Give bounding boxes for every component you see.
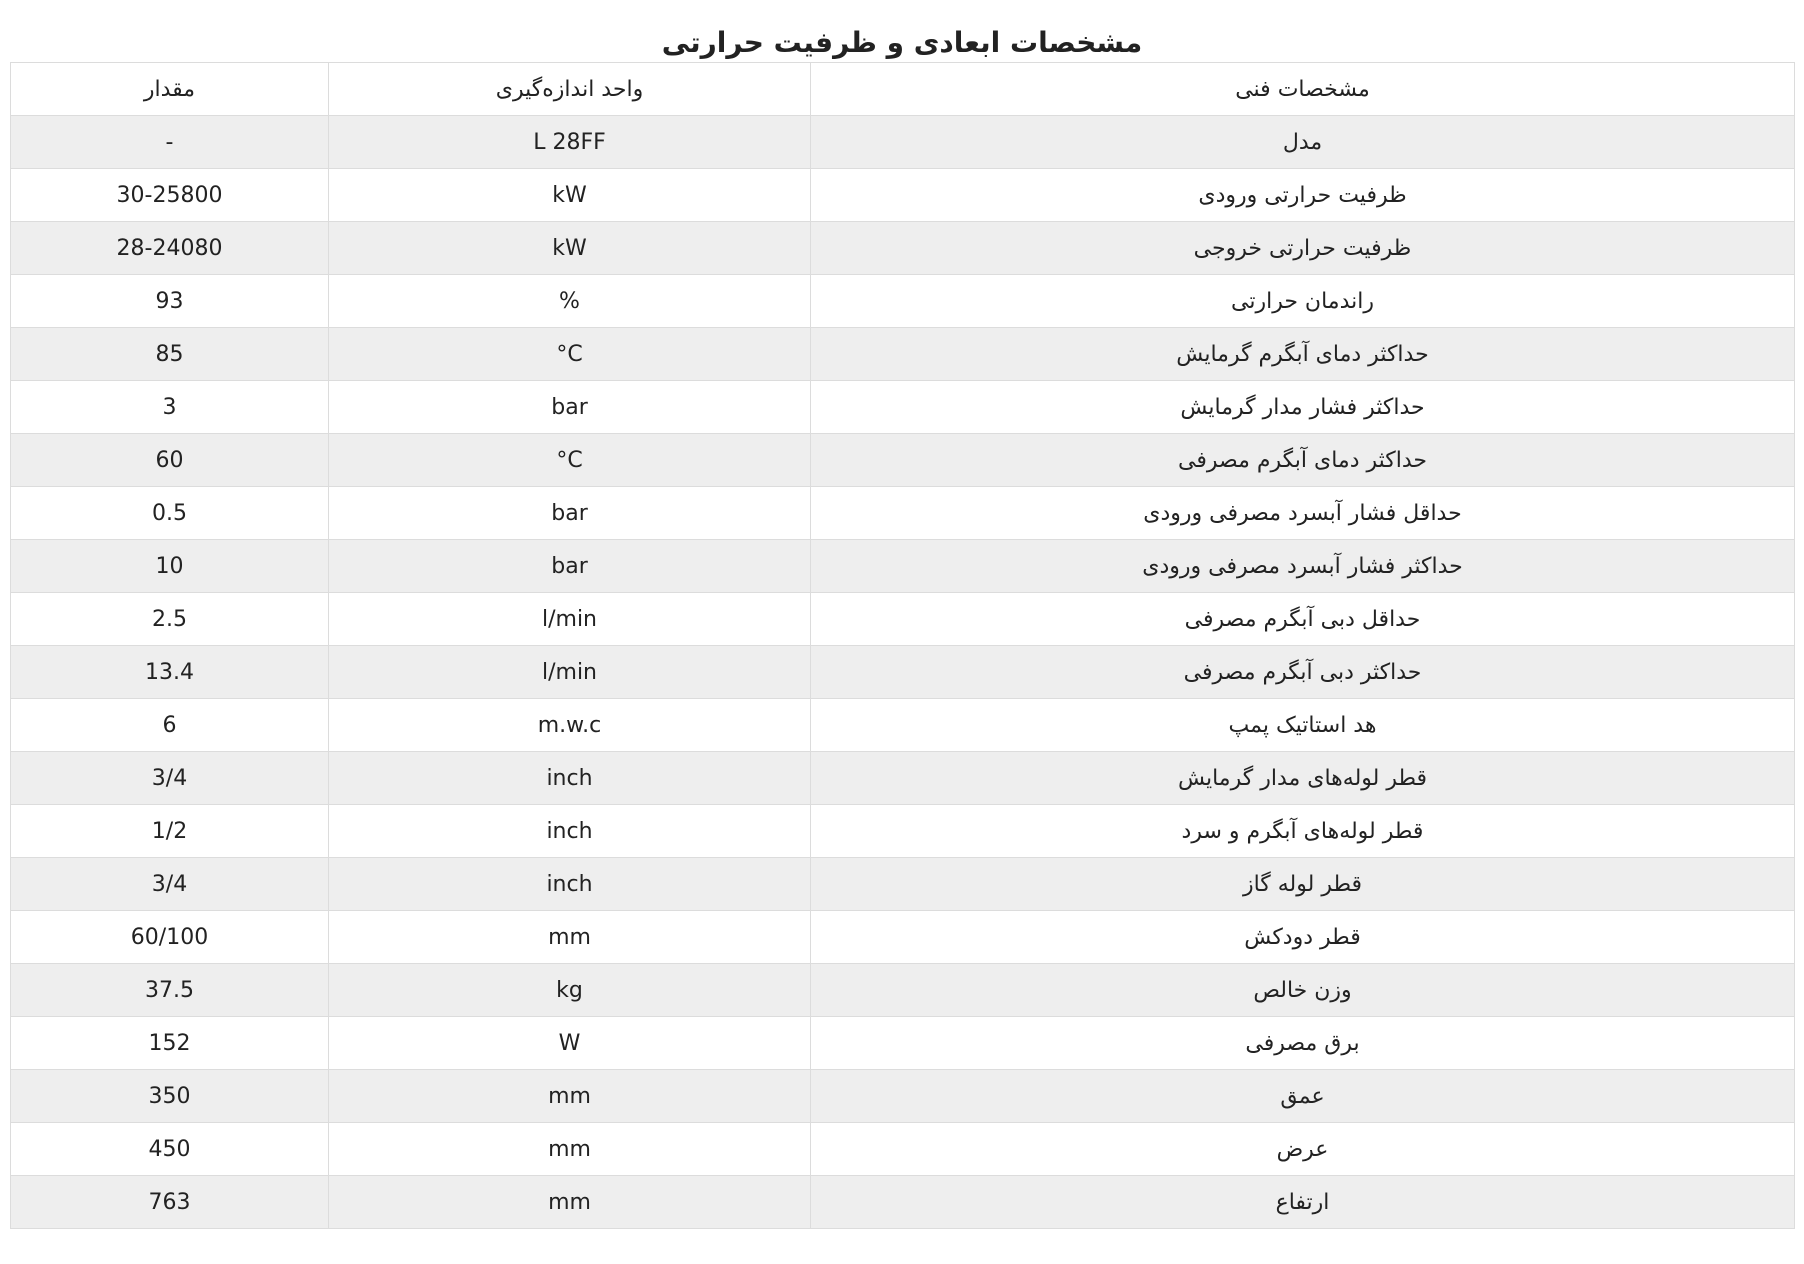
row-unit-cell: kW bbox=[329, 222, 811, 275]
table-row bbox=[11, 964, 1795, 1017]
row-unit-cell: W bbox=[329, 1017, 811, 1070]
row-spec-cell: قطر دودکش bbox=[811, 911, 1795, 964]
row-unit-cell: °C bbox=[329, 328, 811, 381]
row-spec-cell: قطر لوله‌های آبگرم و سرد bbox=[811, 805, 1795, 858]
row-value-cell: 3 bbox=[11, 381, 329, 434]
row-value-cell: 350 bbox=[11, 1070, 329, 1123]
row-unit-cell: mm bbox=[329, 1123, 811, 1176]
table-row bbox=[11, 169, 1795, 222]
row-unit-cell: mm bbox=[329, 911, 811, 964]
row-unit-cell: m.w.c bbox=[329, 699, 811, 752]
table-row bbox=[11, 699, 1795, 752]
table-row bbox=[11, 1176, 1795, 1229]
table-row bbox=[11, 1070, 1795, 1123]
row-unit-cell: l/min bbox=[329, 593, 811, 646]
row-spec-cell: عمق bbox=[811, 1070, 1795, 1123]
row-spec-cell: قطر لوله گاز bbox=[811, 858, 1795, 911]
row-spec-cell: راندمان حرارتی bbox=[811, 275, 1795, 328]
table-row bbox=[11, 381, 1795, 434]
table-row bbox=[11, 593, 1795, 646]
table-row bbox=[11, 328, 1795, 381]
row-unit-cell: L 28FF bbox=[329, 116, 811, 169]
table-row bbox=[11, 540, 1795, 593]
row-unit-cell: inch bbox=[329, 858, 811, 911]
row-unit-cell: °C bbox=[329, 434, 811, 487]
row-value-cell: 1/2 bbox=[11, 805, 329, 858]
row-unit-cell: kW bbox=[329, 169, 811, 222]
row-spec-cell: ظرفیت حرارتی خروجی bbox=[811, 222, 1795, 275]
row-spec-cell: قطر لوله‌های مدار گرمایش bbox=[811, 752, 1795, 805]
table-body bbox=[11, 116, 1795, 1229]
row-value-cell: 60 bbox=[11, 434, 329, 487]
row-unit-cell: kg bbox=[329, 964, 811, 1017]
row-value-cell: 30-25800 bbox=[11, 169, 329, 222]
row-spec-cell: ظرفیت حرارتی ورودی bbox=[811, 169, 1795, 222]
row-spec-cell: حداکثر دمای آبگرم گرمایش bbox=[811, 328, 1795, 381]
row-spec-cell: عرض bbox=[811, 1123, 1795, 1176]
row-spec-cell: وزن خالص bbox=[811, 964, 1795, 1017]
table-row bbox=[11, 858, 1795, 911]
row-spec-cell: حداکثر فشار مدار گرمایش bbox=[811, 381, 1795, 434]
header-spec: مشخصات فنی bbox=[811, 63, 1795, 116]
table-row bbox=[11, 222, 1795, 275]
row-unit-cell: mm bbox=[329, 1176, 811, 1229]
row-value-cell: 3/4 bbox=[11, 752, 329, 805]
row-unit-cell: bar bbox=[329, 487, 811, 540]
row-unit-cell: inch bbox=[329, 805, 811, 858]
row-value-cell: 0.5 bbox=[11, 487, 329, 540]
row-spec-cell: هد استاتیک پمپ bbox=[811, 699, 1795, 752]
row-spec-cell: برق مصرفی bbox=[811, 1017, 1795, 1070]
row-spec-cell: حداقل فشار آبسرد مصرفی ورودی bbox=[811, 487, 1795, 540]
row-value-cell: 450 bbox=[11, 1123, 329, 1176]
row-spec-cell: حداکثر دبی آبگرم مصرفی bbox=[811, 646, 1795, 699]
table-header-row bbox=[11, 63, 1795, 116]
row-value-cell: - bbox=[11, 116, 329, 169]
row-value-cell: 37.5 bbox=[11, 964, 329, 1017]
row-unit-cell: % bbox=[329, 275, 811, 328]
table-row bbox=[11, 1123, 1795, 1176]
row-spec-cell: حداکثر فشار آبسرد مصرفی ورودی bbox=[811, 540, 1795, 593]
table-row bbox=[11, 116, 1795, 169]
row-spec-cell: حداکثر دمای آبگرم مصرفی bbox=[811, 434, 1795, 487]
table-row bbox=[11, 805, 1795, 858]
table-row bbox=[11, 1017, 1795, 1070]
row-value-cell: 6 bbox=[11, 699, 329, 752]
row-value-cell: 85 bbox=[11, 328, 329, 381]
table-row bbox=[11, 752, 1795, 805]
header-unit: واحد اندازه‌گیری bbox=[329, 63, 811, 116]
table-row bbox=[11, 646, 1795, 699]
table-row bbox=[11, 911, 1795, 964]
row-unit-cell: bar bbox=[329, 381, 811, 434]
row-value-cell: 60/100 bbox=[11, 911, 329, 964]
header-value: مقدار bbox=[11, 63, 329, 116]
row-unit-cell: inch bbox=[329, 752, 811, 805]
spec-table bbox=[10, 62, 1795, 1229]
table-row bbox=[11, 275, 1795, 328]
row-spec-cell: حداقل دبی آبگرم مصرفی bbox=[811, 593, 1795, 646]
row-value-cell: 152 bbox=[11, 1017, 329, 1070]
row-value-cell: 10 bbox=[11, 540, 329, 593]
row-spec-cell: ارتفاع bbox=[811, 1176, 1795, 1229]
table-row bbox=[11, 487, 1795, 540]
row-value-cell: 28-24080 bbox=[11, 222, 329, 275]
row-unit-cell: bar bbox=[329, 540, 811, 593]
row-value-cell: 13.4 bbox=[11, 646, 329, 699]
row-value-cell: 2.5 bbox=[11, 593, 329, 646]
row-unit-cell: l/min bbox=[329, 646, 811, 699]
row-unit-cell: mm bbox=[329, 1070, 811, 1123]
row-spec-cell: مدل bbox=[811, 116, 1795, 169]
table-row bbox=[11, 434, 1795, 487]
row-value-cell: 3/4 bbox=[11, 858, 329, 911]
row-value-cell: 93 bbox=[11, 275, 329, 328]
page-title: مشخصات ابعادی و ظرفیت حرارتی bbox=[661, 26, 1143, 59]
row-value-cell: 763 bbox=[11, 1176, 329, 1229]
